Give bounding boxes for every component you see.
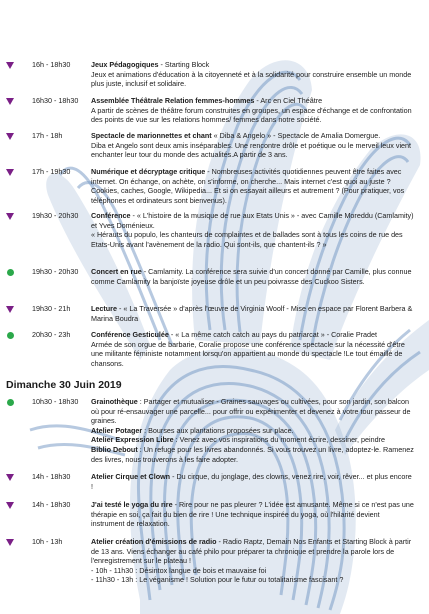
triangle-marker-icon [6,62,14,69]
sub-activity: Atelier Potager : Bourses aux plantations proposées sur place. [91,425,294,435]
event-time: 16h30 - 18h30 [32,96,79,105]
triangle-marker-icon [6,502,14,509]
event-title: Atelier Cirque et Clown [91,472,171,481]
sub-activity: Atelier Expression Libre : Venez avec vos inspirations du moment écrire, dessiner, peindre [91,435,386,445]
event-title: Lecture [91,304,117,313]
event-title: Assemblée Théâtrale Relation femmes-hommes [91,96,255,105]
day-heading: Dimanche 30 Juin 2019 [6,379,122,391]
event-time: 14h - 18h30 [32,472,71,481]
event-title: Numérique et décryptage critique [91,167,206,176]
triangle-marker-icon [6,306,14,313]
event-time: 10h - 13h [32,537,63,546]
event-time: 16h - 18h30 [32,60,71,69]
event-title: Atelier création d'émissions de radio [91,537,217,546]
triangle-marker-icon [6,474,14,481]
dot-marker-icon [7,332,14,339]
event-time: 19h30 - 20h30 [32,267,79,276]
triangle-marker-icon [6,213,14,220]
event-time: 10h30 - 18h30 [32,397,79,406]
event-title: J'ai testé le yoga du rire [91,500,173,509]
triangle-marker-icon [6,169,14,176]
event-time: 14h - 18h30 [32,500,71,509]
sub-activity: Biblio Debout : Un refuge pour les livres abandonnés. Si vous trouvez un livre, adoptez-le. Ramenez des livres, nous trouverons à les faire adopter. [91,444,414,464]
event-time: 20h30 - 23h [32,330,71,339]
triangle-marker-icon [6,98,14,105]
event-time: 17h - 19h30 [32,167,71,176]
event-title: Jeux Pédagogiques [91,60,159,69]
program-page: 16h - 18h30 Jeux Pédagogiques - Starting Block Jeux et animations d'éducation à la citoyenneté et à la solidarité pour construire ensemble un monde plus juste, inclusif et solidaire. 16h30 - 18h30 Assemblée Théâtrale Relation femmes-hommes - Arc en Ciel Théâtre A partir de scènes de théâtre forum construites en groupes, un espace d'échange et de confrontation des points de vue sur les relations hommes/ femmes dans notre société. 17h - 18h Spectacle de marionnettes et chant « Diba & Angelo » - Spectacle de Amalia Domergue. Diba et Angelo sont deux amis inséparables. Une rencontre drôle et poétique ou le merveil leux vient enchanter leur tour du monde des actualités.A partir de 3 ans. 17h - 19h30 Numérique et décryptage critique - Nombreuses activités quotidiennes peuvent être faites avec internet. On échange, on achète, on s'informe, on cherche... Mais internet c'est quoi au juste ? Cookies, caches, Google, Wikipedia... Et si on essayait ailleurs et autrement ? (Pour pratiquer, vos téléphones et ordinateurs sont bienvenus). 19h30 - 20h30 Conférence - « L'histoire de la musique de rue aux Etats Unis » - avec Camille Moreddu (Camlamity) et Yves Doménieux. « Hérauts du populo, les chanteurs de complaintes et de ballades sont à tous les coins de rue des Etats-Unis avant l'avènement de la radio. Qui sont-ils, que chantent-ils ? » 19h30 - 20h30 Concert en rue - Camlamity. La conférence sera suivie d'un concert donné par Camille, plus connue comme Camlamity la banjoïste joyeuse drôle et un peu poivrasse des Cuckoo Sisters. 19h30 - 21h Lecture - « La Traversée » d'après l'œuvre de Virginia Woolf - Mise en espace par Florent Barbera & Marina Boudra 20h30 - 23h Conférence Gesticulée - « La même catch catch au pays du patriarcat » - Coralie Pradet Armée de son orgue de barbarie, Coralie propose une conférence spectacle sur la nécessité d'être une militante féministe notamment lorsqu'on appartient au monde du spectacle !Le tout émaillé de chansons. Dimanche 30 Juin 2019 10h30 - 18h30 Grainothèque : Partager et mutualiser - Graines sauvages ou cultivées, pour son jardin, son balcon où pour ré-ensauvager une parcelle... pour offrir ou expérimenter et devenez à votre tour passeur de graines. Atelier Potager : Bourses aux plantations proposées sur place. Atelier Expression Libre : Venez avec vos inspirations du moment écrire, dessiner, peindre Biblio Debout : Un refuge pour les livres abandonnés. Si vous trouvez un livre, adoptez-le. Ramenez des livres, nous trouverons à les faire adopter. 14h - 18h30 Atelier Cirque et Clown - Du cirque, du jonglage, des clowns, venez rire, voir, rêver... et plus encore ! 14h - 18h30 J'ai testé le yoga du rire - Rire pour ne pas pleurer ? L'idée est amusante. Même si ce n'est pas une thérapie en soi, ça fait du bien de rire ! Une technique inspirée du yoga, où l'hilarité devient instrument de relaxation. 10h - 13h Atelier création d'émissions de radio - Radio Raptz, Demain Nos Enfants et Starting Block à partir de 13 ans. Viens échanger au café philo pour préparer ta chronique et prendre la parole lors de l'enregistrement sur le plateau ! - 10h - 11h30 : Désintox langue de bois et mauvaise foi - 11h30 - 13h : Le véganisme ! Solution pour le futur ou totalitarisme fascisant ? [6,60,414,585]
event-title: Conférence Gesticulée [91,330,169,339]
event-time: 17h - 18h [32,131,63,140]
event-title: Spectacle de marionnettes et chant [91,131,212,140]
triangle-marker-icon [6,133,14,140]
triangle-marker-icon [6,539,14,546]
event-title: Conférence [91,211,131,220]
event-title: Concert en rue [91,267,142,276]
dot-marker-icon [7,399,14,406]
event-time: 19h30 - 21h [32,304,71,313]
event-title: Grainothèque [91,397,138,406]
event-time: 19h30 - 20h30 [32,211,79,220]
dot-marker-icon [7,269,14,276]
